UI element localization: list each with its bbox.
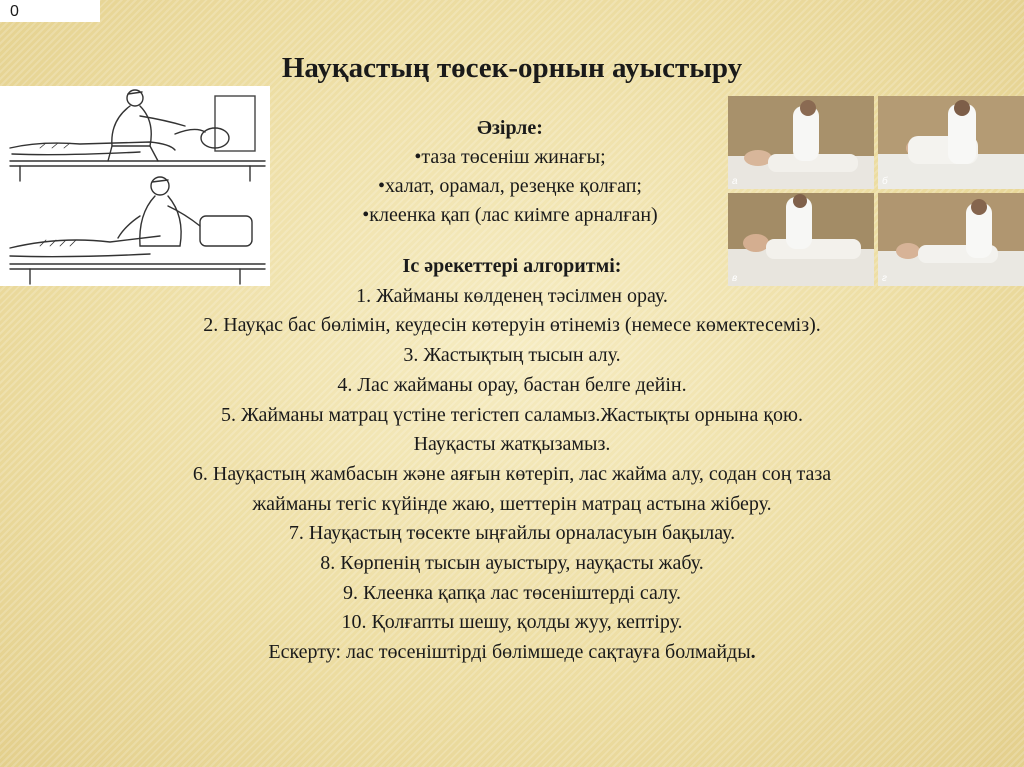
algorithm-note-text: Ескерту: лас төсеніштірді бөлімшеде сақтауға болмайды bbox=[268, 641, 751, 664]
algorithm-step: 8. Көрпенің тысын ауыстыру, науқасты жабу. bbox=[320, 552, 704, 575]
algorithm-note bbox=[60, 638, 964, 668]
procedure-photo bbox=[878, 96, 1024, 189]
algorithm-step: 7. Науқастың төсекте ыңғайлы орналасуын бақылау. bbox=[288, 522, 736, 545]
preparation-item: •халат, орамал, резеңке қолғап; bbox=[377, 175, 642, 197]
procedure-photo bbox=[728, 96, 874, 189]
algorithm-step: 9. Клеенка қапқа лас төсеніштерді салу. bbox=[342, 581, 682, 604]
algorithm-step: 6. Науқастың жамбасын және аяғын көтеріп, лас жайма алу, содан соң таза bbox=[192, 462, 832, 485]
algorithm-step: 5. Жайманы матрац үстіне тегістеп саламыз.Жастықты орнына қою. bbox=[221, 403, 803, 426]
algorithm-step: 2. Науқас бас бөлімін, кеудесін көтеруін өтінеміз (немесе көмектесеміз). bbox=[203, 314, 821, 337]
photo-letter: а bbox=[732, 176, 738, 187]
preparation-item: •клеенка қап (лас киімге арналған) bbox=[362, 204, 658, 226]
algorithm-step: Науқасты жатқызамыз. bbox=[413, 433, 611, 456]
algorithm-step: 1. Жайманы көлденең тәсілмен орау. bbox=[356, 284, 668, 307]
photo-letter: г bbox=[882, 273, 887, 284]
preparation-section bbox=[290, 114, 730, 230]
page-counter: 0 bbox=[0, 0, 100, 22]
algorithm-step: 4. Лас жайманы орау, бастан белге дейін. bbox=[337, 373, 687, 396]
algorithm-heading: Іс әрекеттері алгоритмі: bbox=[402, 255, 622, 277]
photo-letter: в bbox=[732, 273, 738, 284]
algorithm-note-period: . bbox=[750, 641, 756, 664]
algorithm-step: жайманы тегіс күйінде жаю, шеттерін матрац астына жіберу. bbox=[252, 492, 772, 515]
photo-letter: б bbox=[882, 176, 888, 187]
preparation-heading: Әзірле: bbox=[477, 117, 543, 139]
page-title: Науқастың төсек-орнын ауыстыру bbox=[281, 52, 743, 84]
algorithm-step: 10. Қолғапты шешу, қолды жуу, кептіру. bbox=[341, 611, 683, 634]
preparation-item: •таза төсеніш жинағы; bbox=[414, 146, 606, 168]
algorithm-section bbox=[60, 252, 964, 668]
algorithm-step: 3. Жастықтың тысын алу. bbox=[403, 344, 621, 367]
